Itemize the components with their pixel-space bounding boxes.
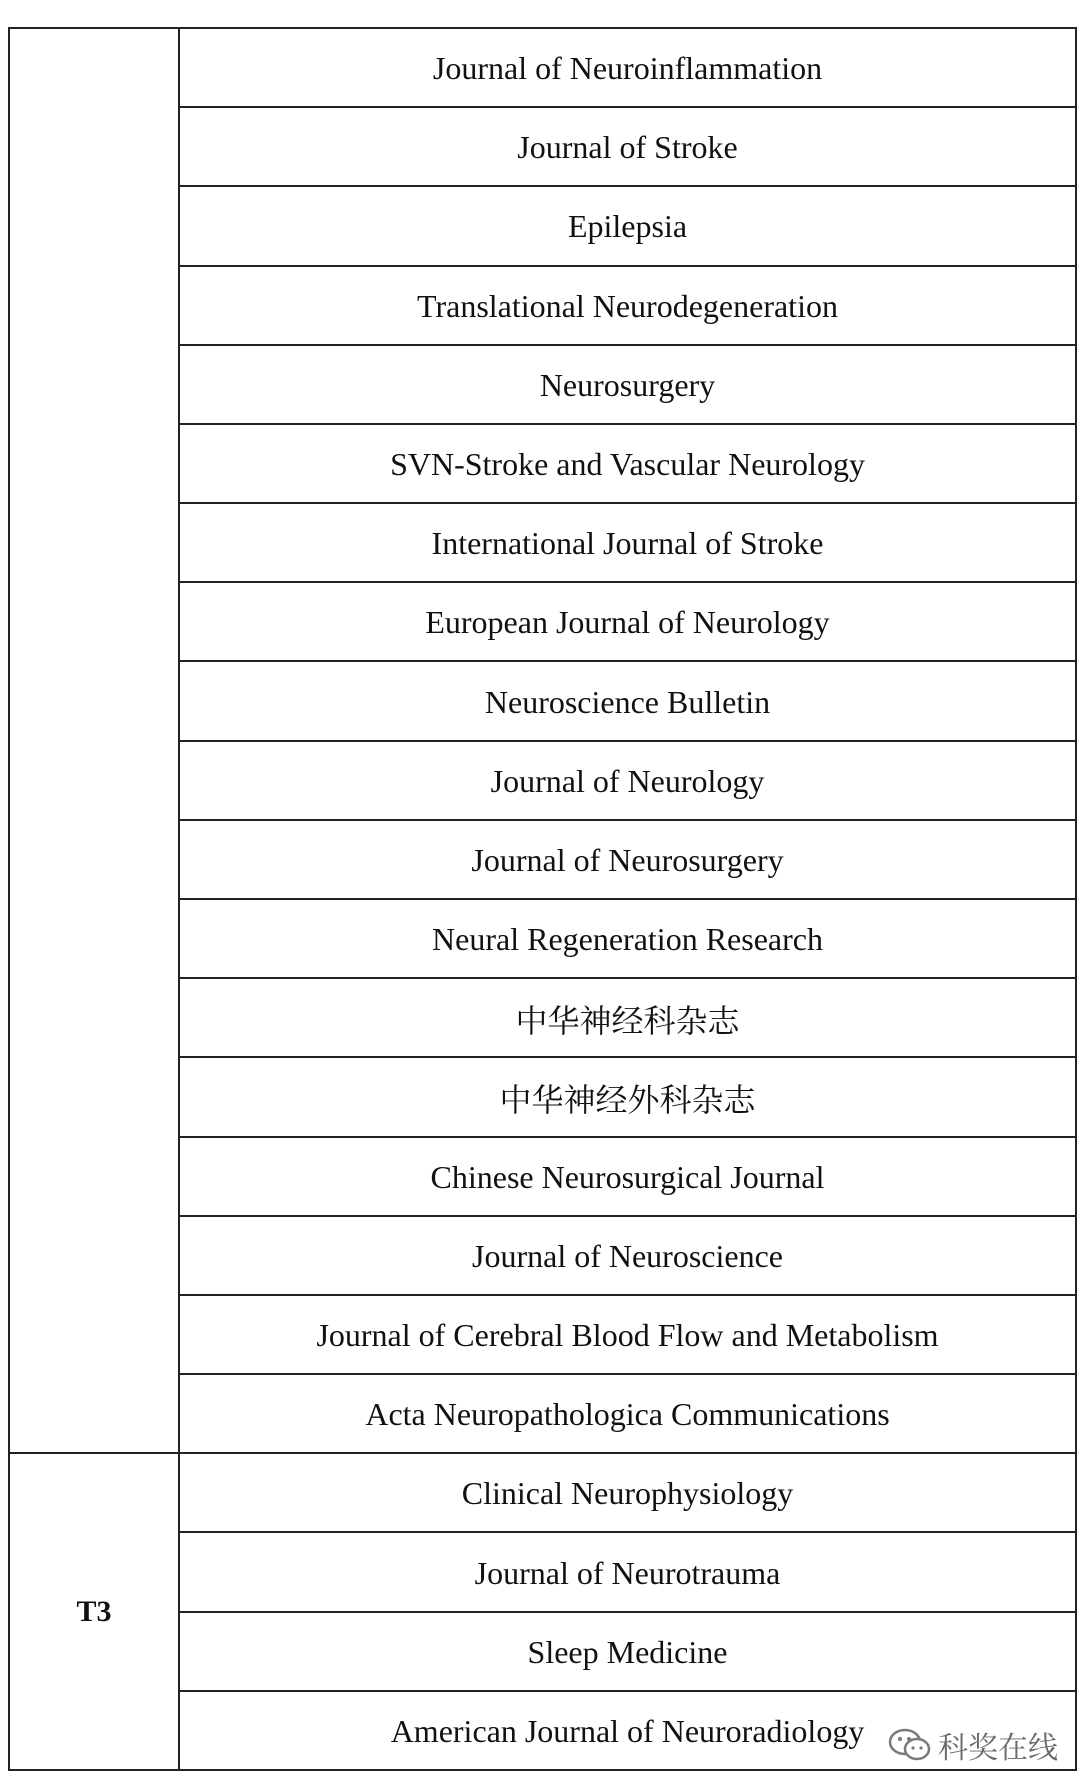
journal-cell: European Journal of Neurology (180, 583, 1077, 662)
journal-cell: International Journal of Stroke (180, 504, 1077, 583)
journal-cell: Journal of Neurology (180, 742, 1077, 821)
journal-cell: Journal of Neurosurgery (180, 821, 1077, 900)
journal-cell: Journal of Cerebral Blood Flow and Metabolism (180, 1296, 1077, 1375)
watermark (888, 1723, 1058, 1767)
journal-cell: Translational Neurodegeneration (180, 267, 1077, 346)
journal-cell: 中华神经科杂志 (180, 979, 1077, 1058)
journal-cell: Acta Neuropathologica Communications (180, 1375, 1077, 1454)
tier-label-cell: T3 (10, 1454, 180, 1771)
tier-label-cell (10, 29, 180, 1454)
journal-cell: Journal of Stroke (180, 108, 1077, 187)
journal-cell: Sleep Medicine (180, 1613, 1077, 1692)
watermark-text: 科奖在线 (938, 1731, 1058, 1766)
journal-cell: Journal of Neuroinflammation (180, 29, 1077, 108)
journal-cell: 中华神经外科杂志 (180, 1058, 1077, 1137)
journal-cell: SVN-Stroke and Vascular Neurology (180, 425, 1077, 504)
journal-cell: American Journal of Neuroradiology (180, 1692, 1077, 1771)
journal-cell: Journal of Neuroscience (180, 1217, 1077, 1296)
journal-cell: Chinese Neurosurgical Journal (180, 1138, 1077, 1217)
wechat-icon (888, 1727, 932, 1763)
journal-cell: Clinical Neurophysiology (180, 1454, 1077, 1533)
journal-cell: Neurosurgery (180, 346, 1077, 425)
journal-cell: Epilepsia (180, 187, 1077, 266)
journal-cell: Neuroscience Bulletin (180, 662, 1077, 741)
journal-tier-table (8, 27, 1077, 1771)
journal-cell: Neural Regeneration Research (180, 900, 1077, 979)
journal-cell: Journal of Neurotrauma (180, 1533, 1077, 1612)
